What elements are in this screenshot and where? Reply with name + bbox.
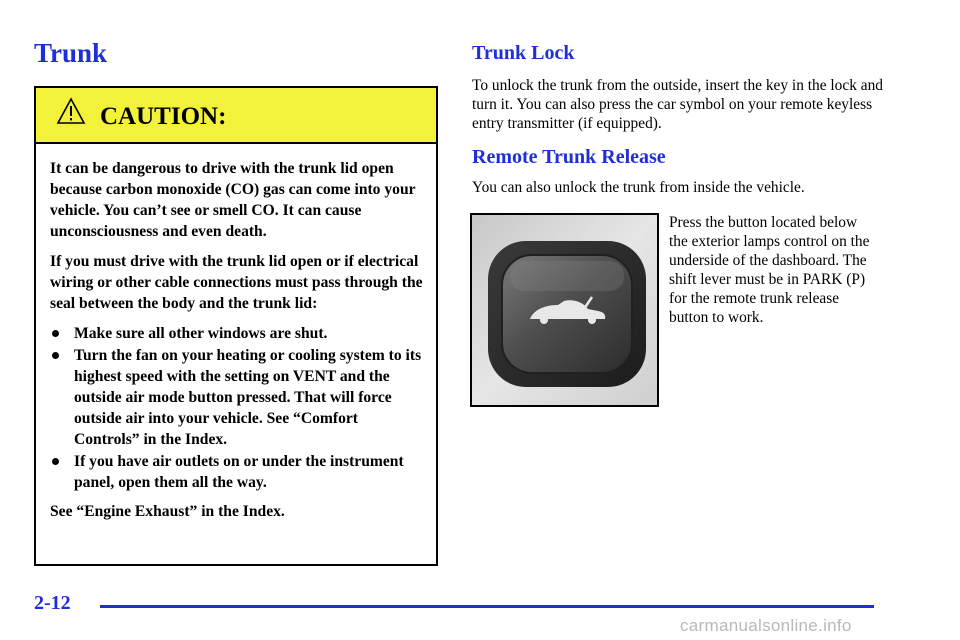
caution-bullet-list — [50, 323, 424, 493]
remote-release-heading: Remote Trunk Release — [472, 146, 666, 168]
trunk-release-button-figure — [470, 213, 659, 407]
caution-body — [36, 144, 436, 522]
caution-bullet: Make sure all other windows are shut. — [50, 323, 424, 344]
bullet-dot-icon — [52, 352, 59, 359]
caution-box — [34, 86, 438, 566]
page-title: Trunk — [34, 38, 108, 68]
caution-footer: See “Engine Exhaust” in the Index. — [50, 503, 285, 520]
warning-triangle-icon — [56, 97, 86, 125]
caution-paragraph-1: It can be dangerous to drive with the trunk lid open because carbon monoxide (CO) gas can come into your vehicle. You can’t see or smell CO. It can cause unconsciousness and even death. — [50, 160, 416, 240]
caution-bullet: Turn the fan on your heating or cooling system to its highest speed with the setting on VENT and the outside air mode button pressed. That will force outside air into your vehicle. See “Comfort Controls” in the Index. — [50, 345, 424, 450]
footer-rule — [100, 605, 874, 608]
remote-release-instruction: Press the button located below the exterior lamps control on the underside of the dashboard. The shift lever must be in PARK (P) for the remote trunk release button to work. — [669, 214, 870, 326]
trunk-release-button-icon — [472, 215, 657, 405]
page-number: 2-12 — [34, 592, 71, 614]
watermark: carmanualsonline.info — [680, 616, 852, 635]
caution-paragraph-2: If you must drive with the trunk lid open or if electrical wiring or other cable connections must pass through the seal between the body and the trunk lid: — [50, 253, 423, 312]
trunk-lock-heading: Trunk Lock — [472, 42, 575, 64]
bullet-dot-icon — [52, 458, 59, 465]
trunk-lock-text: To unlock the trunk from the outside, insert the key in the lock and turn it. You can also press the car symbol on your remote keyless entry transmitter (if equipped). — [472, 77, 883, 132]
caution-bullet: If you have air outlets on or under the instrument panel, open them all the way. — [50, 451, 424, 493]
bullet-dot-icon — [52, 330, 59, 337]
caution-header — [36, 88, 436, 144]
remote-release-intro: You can also unlock the trunk from inside the vehicle. — [472, 179, 805, 196]
caution-title: CAUTION: — [100, 103, 227, 130]
